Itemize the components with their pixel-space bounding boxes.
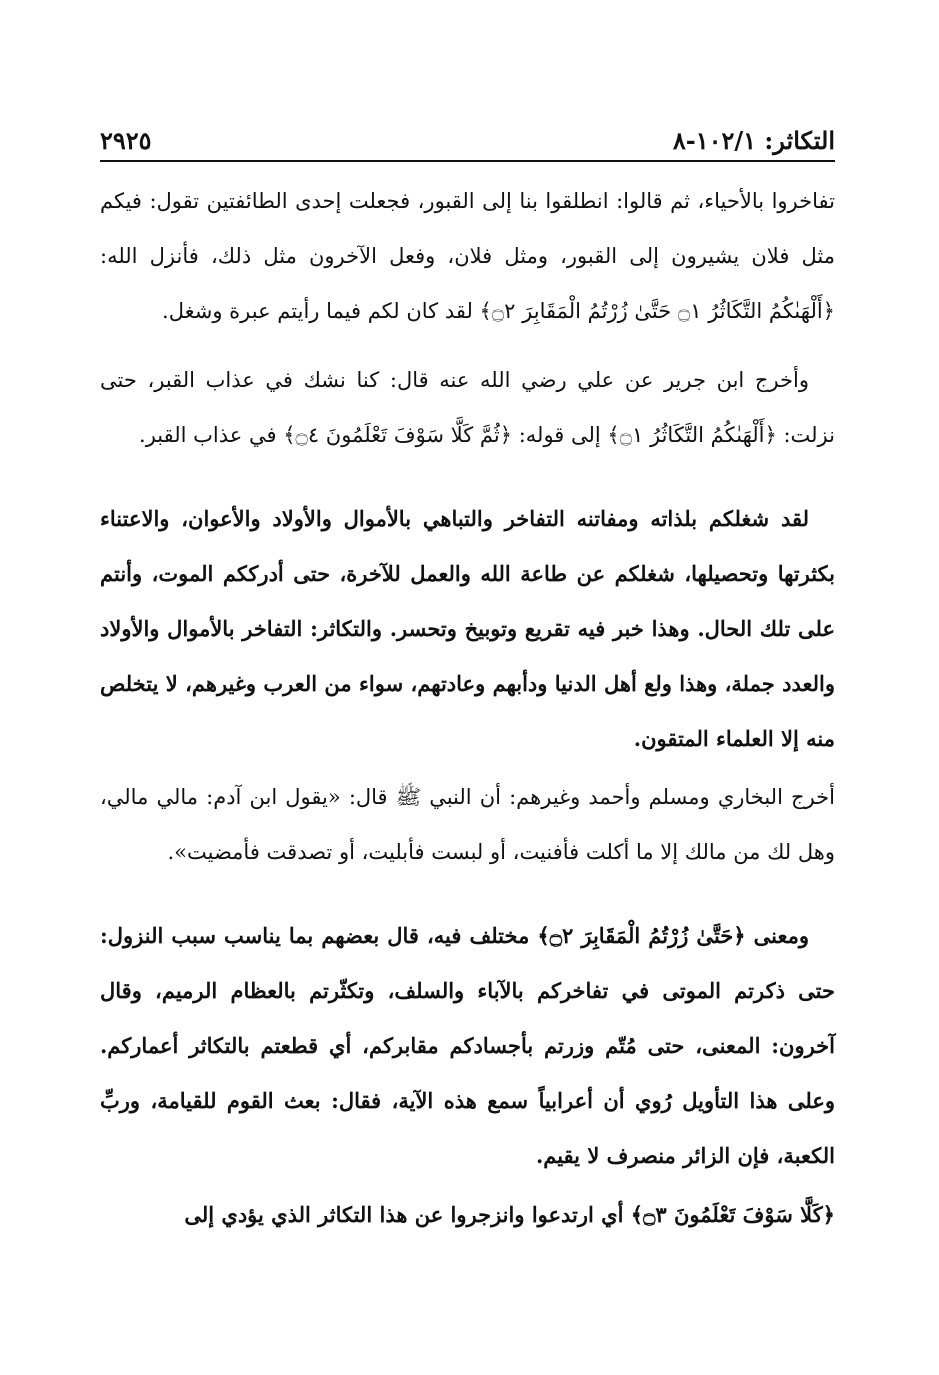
paragraph-6: ﴿كَلَّا سَوْفَ تَعْلَمُونَ ۝٣﴾ أي ارتدعوا وانزجروا عن هذا التكاثر الذي يؤدي إلى [184,1202,835,1227]
paragraph-1: تفاخروا بالأحياء، ثم قالوا: انطلقوا بنا إلى القبور، فجعلت إحدى الطائفتين تقول: فيكم مثل فلان يشيرون إلى القبور، ومثل فلان، وفعل الآخرون مثل ذلك، فأنزل الله: ﴿أَلْهَىٰكُمُ التَّكَاثُرُ ۝١ حَتَّىٰ زُرْتُمُ الْمَقَابِرَ ۝٢﴾ لقد كان لكم فيما رأيتم عبرة وشغل. [100,189,835,323]
paragraph-2: وأخرج ابن جرير عن علي رضي الله عنه قال: كنا نشك في عذاب القبر، حتى نزلت: ﴿أَلْهَىٰكُمُ التَّكَاثُرُ ۝١﴾ إلى قوله: ﴿ثُمَّ كَلَّا سَوْفَ تَعْلَمُونَ ۝٤﴾ في عذاب القبر. [100,368,835,447]
page-body [100,174,835,1242]
running-title: التكاثر: ١٠٢/١-٨ [672,125,835,155]
paragraph-5: ومعنى ﴿حَتَّىٰ زُرْتُمُ الْمَقَابِرَ ۝٢﴾ مختلف فيه، قال بعضهم بما يناسب سبب النزول: حتى ذكرتم الموتى في تفاخركم بالآباء والسلف، وتكثّرتم بالعظام الرميم، وقال آخرون: المعنى، حتى مُتّم وزرتم بأجسادكم مقابركم، أي قطعتم بالتكاثر أعماركم. وعلى هذا التأويل رُوي أن أعرابياً سمع هذه الآية، فقال: بعث القوم للقيامة، وربِّ الكعبة، فإن الزائر منصرف لا يقيم. [100,923,835,1168]
page-number: ٢٩٢٥ [100,125,152,155]
paragraph-4: أخرج البخاري ومسلم وأحمد وغيرهم: أن النبي ﷺ قال: «يقول ابن آدم: مالي مالي، وهل لك من مالك إلا ما أكلت فأفنيت، أو لبست فأبليت، أو تصدقت فأمضيت». [100,785,835,864]
page-header [100,118,835,162]
header-rule [100,160,835,162]
paragraph-3: لقد شغلكم بلذاته ومفاتنه التفاخر والتباهي بالأموال والأولاد والأعوان، والاعتناء بكثرتها وتحصيلها، شغلكم عن طاعة الله والعمل للآخرة، حتى أدرككم الموت، وأنتم على تلك الحال. وهذا خبر فيه تقريع وتوبيخ وتحسر. والتكاثر: التفاخر بالأموال والأولاد والعدد جملة، وهذا ولع أهل الدنيا ودأبهم وعادتهم، سواء من العرب وغيرهم، لا يتخلص منه إلا العلماء المتقون. [100,506,835,751]
